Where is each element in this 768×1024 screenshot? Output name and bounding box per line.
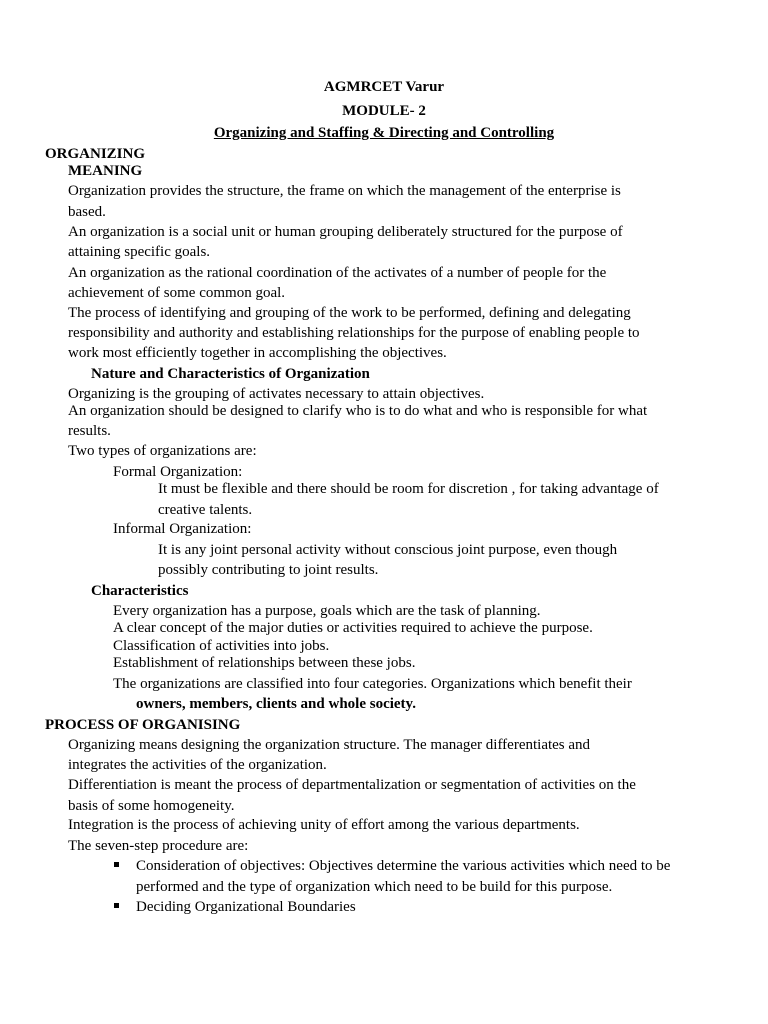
characteristics-line: Classification of activities into jobs. xyxy=(113,638,330,654)
meaning-line: based. xyxy=(68,204,106,220)
bullet-marker xyxy=(114,862,119,867)
process-line: integrates the activities of the organization. xyxy=(68,757,327,773)
characteristics-line: The organizations are classified into four categories. Organizations which benefit their xyxy=(113,676,632,692)
document-title: Organizing and Staffing & Directing and Controlling xyxy=(213,125,555,141)
nature-line: Two types of organizations are: xyxy=(68,443,257,459)
characteristics-line: A clear concept of the major duties or activities required to achieve the purpose. xyxy=(113,620,593,636)
nature-line: results. xyxy=(68,423,111,439)
characteristics-bold-line: owners, members, clients and whole society. xyxy=(136,696,416,712)
characteristics-heading: Characteristics xyxy=(91,583,189,599)
process-line: Differentiation is meant the process of departmentalization or segmentation of activities on the xyxy=(68,777,636,793)
formal-organization-line: creative talents. xyxy=(158,502,253,518)
informal-organization-line: possibly contributing to joint results. xyxy=(158,562,379,578)
process-line: basis of some homogeneity. xyxy=(68,798,235,814)
formal-organization-line: It must be flexible and there should be room for discretion , for taking advantage of xyxy=(158,481,659,497)
process-line: The seven-step procedure are: xyxy=(68,838,249,854)
meaning-heading: MEANING xyxy=(68,163,143,179)
meaning-line: achievement of some common goal. xyxy=(68,285,286,301)
nature-line: An organization should be designed to clarify who is to do what and who is responsible for what xyxy=(68,403,648,419)
organizing-heading: ORGANIZING xyxy=(45,146,146,162)
process-heading: PROCESS OF ORGANISING xyxy=(45,717,241,733)
process-line: Organizing means designing the organization structure. The manager differentiates and xyxy=(68,737,591,753)
bullet-item-line: Consideration of objectives: Objectives determine the various activities which need to be xyxy=(136,858,671,874)
module-title: MODULE- 2 xyxy=(342,103,426,119)
characteristics-line: Establishment of relationships between these jobs. xyxy=(113,655,416,671)
formal-organization-label: Formal Organization: xyxy=(113,464,243,480)
meaning-line: An organization is a social unit or human grouping deliberately structured for the purpose of xyxy=(68,224,623,240)
bullet-marker xyxy=(114,903,119,908)
bullet-item-line: Deciding Organizational Boundaries xyxy=(136,899,356,915)
meaning-line: An organization as the rational coordination of the activates of a number of people for the xyxy=(68,265,607,281)
meaning-line: The process of identifying and grouping of the work to be performed, defining and delegating xyxy=(68,305,631,321)
meaning-line: responsibility and authority and establishing relationships for the purpose of enabling people to xyxy=(68,325,640,341)
informal-organization-label: Informal Organization: xyxy=(113,521,252,537)
bullet-item-line: performed and the type of organization which need to be build for this purpose. xyxy=(136,879,613,895)
meaning-line: Organization provides the structure, the frame on which the management of the enterprise is xyxy=(68,183,621,199)
process-line: Integration is the process of achieving unity of effort among the various departments. xyxy=(68,817,580,833)
informal-organization-line: It is any joint personal activity without conscious joint purpose, even though xyxy=(158,542,618,558)
characteristics-line: Every organization has a purpose, goals which are the task of planning. xyxy=(113,603,541,619)
nature-line: Organizing is the grouping of activates necessary to attain objectives. xyxy=(68,386,485,402)
nature-heading: Nature and Characteristics of Organization xyxy=(91,366,370,382)
institution-name: AGMRCET Varur xyxy=(323,79,445,95)
meaning-line: work most efficiently together in accomplishing the objectives. xyxy=(68,345,447,361)
meaning-line: attaining specific goals. xyxy=(68,244,211,260)
